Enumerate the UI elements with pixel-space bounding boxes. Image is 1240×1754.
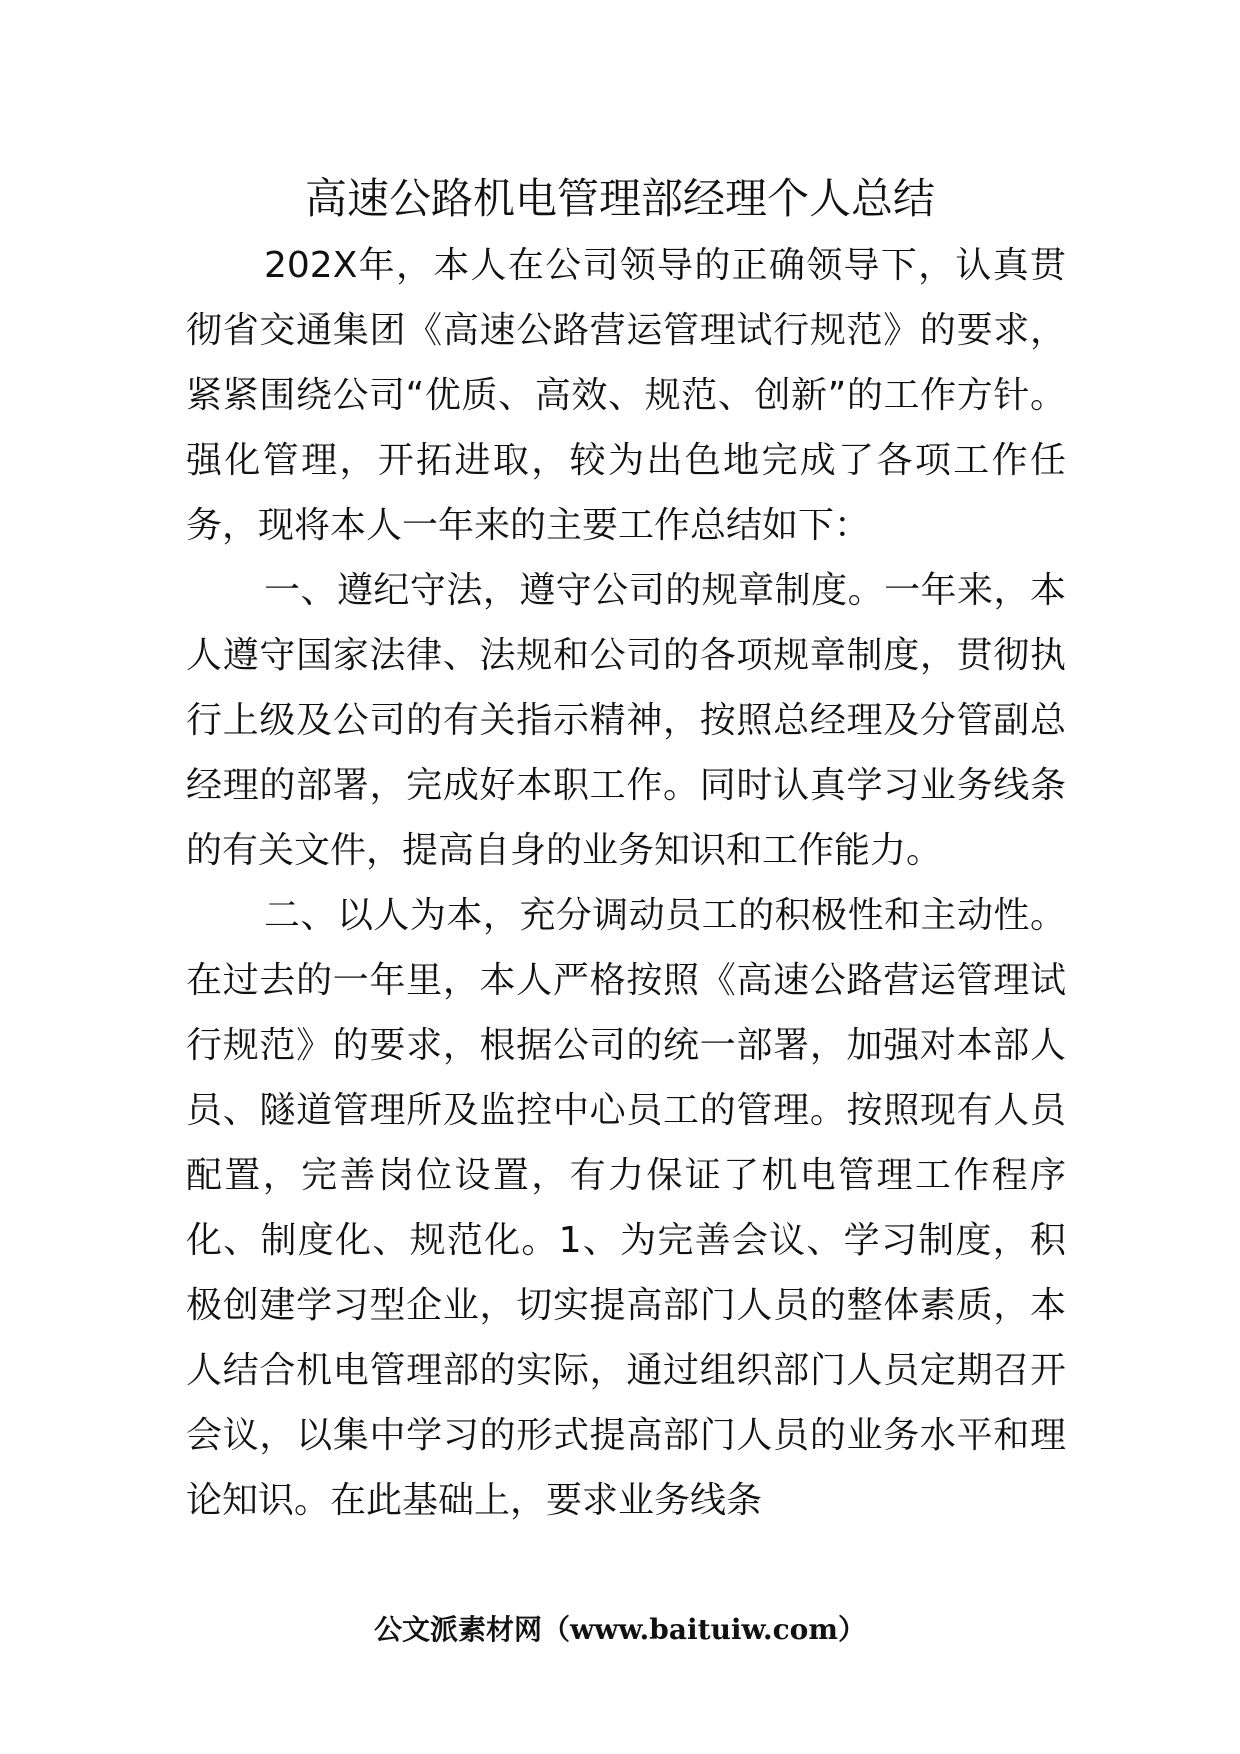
document-body [186, 233, 1066, 1533]
document-title: 高速公路机电管理部经理个人总结 [304, 174, 935, 223]
source-footer: 公文派素材网（www.baituiw.com） [374, 1613, 866, 1646]
paragraph-section-one: 一、遵纪守法，遵守公司的规章制度。一年来，本人遵守国家法律、法规和公司的各项规章制度，贯彻执行上级及公司的有关指示精神，按照总经理及分管副总经理的部署，完成好本职工作。同时认真学习业务线条的有关文件，提高自身的业务知识和工作能力。 [186, 570, 1066, 871]
paragraph-intro: 202X年，本人在公司领导的正确领导下，认真贯彻省交通集团《高速公路营运管理试行规范》的要求，紧紧围绕公司“优质、高效、规范、创新”的工作方针。强化管理，开拓进取，较为出色地完成了各项工作任务，现将本人一年来的主要工作总结如下： [186, 245, 1066, 546]
paragraph-section-two: 二、以人为本，充分调动员工的积极性和主动性。在过去的一年里，本人严格按照《高速公路营运管理试行规范》的要求，根据公司的统一部署，加强对本部人员、隧道管理所及监控中心员工的管理。按照现有人员配置，完善岗位设置，有力保证了机电管理工作程序化、制度化、规范化。1、为完善会议、学习制度，积极创建学习型企业，切实提高部门人员的整体素质，本人结合机电管理部的实际，通过组织部门人员定期召开会议，以集中学习的形式提高部门人员的业务水平和理论知识。在此基础上，要求业务线条 [186, 895, 1066, 1521]
